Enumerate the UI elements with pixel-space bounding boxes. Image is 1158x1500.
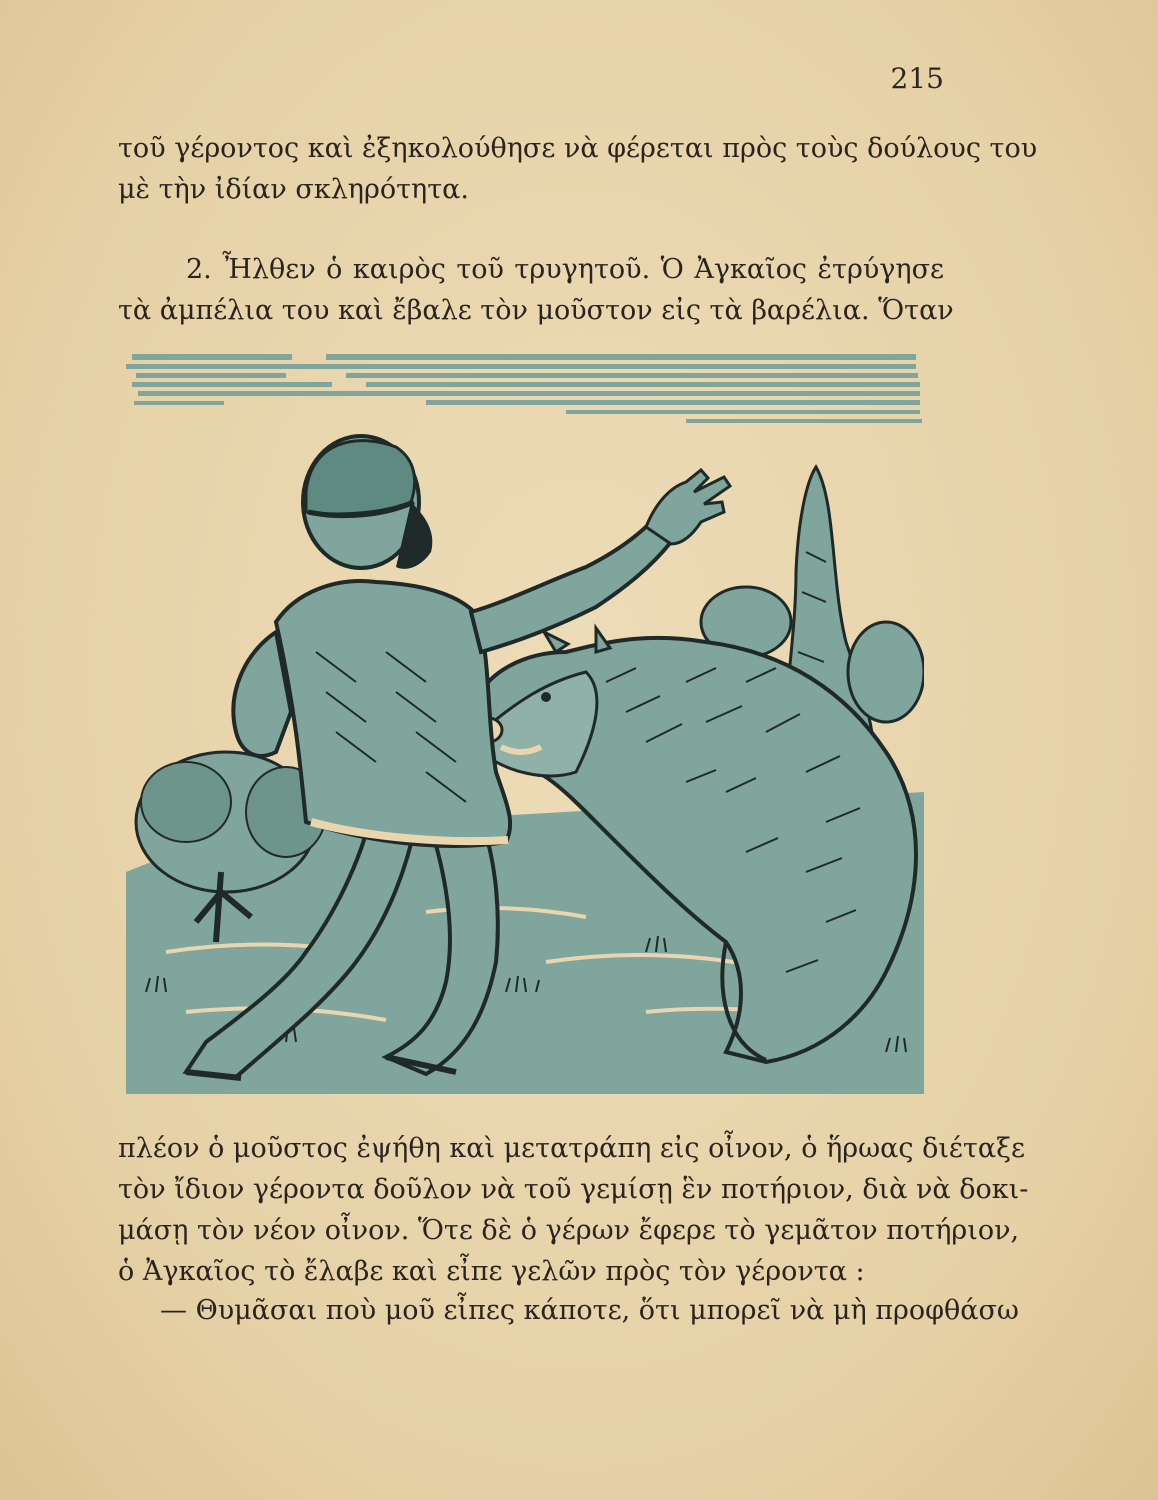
paragraph-2 — [118, 249, 954, 331]
text-line: πλέον ὁ μοῦστος ἐψήθη καὶ μετατράπη εἰς οἶνον, ὁ ἥρωας διέταξε — [118, 1133, 1025, 1164]
text-line: μάσῃ τὸν νέον οἶνον. Ὅτε δὲ ὁ γέρων ἔφερε τὸ γεμᾶτον ποτήριον, — [118, 1215, 1020, 1246]
paragraph-4 — [118, 1290, 1019, 1331]
paragraph-1 — [118, 128, 1038, 210]
illustration-man-and-boar — [126, 352, 924, 1094]
text-line: τὰ ἀμπέλια του καὶ ἔβαλε τὸν μοῦστον εἰς τὰ βαρέλια. Ὅταν — [118, 295, 954, 326]
text-line: — Θυμᾶσαι ποὺ μοῦ εἶπες κάποτε, ὅτι μπορεῖ νὰ μὴ προφθάσω — [160, 1295, 1019, 1326]
text-line: τὸν ἴδιον γέροντα δοῦλον νὰ τοῦ γεμίσῃ ἓν ποτήριον, διὰ νὰ δοκι- — [118, 1174, 1029, 1205]
page-number: 215 — [890, 62, 944, 95]
text-line: τοῦ γέροντος καὶ ἐξηκολούθησε νὰ φέρεται πρὸς τοὺς δούλους του — [118, 133, 1038, 164]
text-line: ὁ Ἀγκαῖος τὸ ἔλαβε καὶ εἶπε γελῶν πρὸς τὸν γέροντα : — [118, 1256, 865, 1287]
paragraph-3 — [118, 1128, 1029, 1292]
text-line: 2. Ἦλθεν ὁ καιρὸς τοῦ τρυγητοῦ. Ὁ Ἀγκαῖος ἐτρύγησε — [186, 254, 944, 285]
text-line: μὲ τὴν ἰδίαν σκληρότητα. — [118, 174, 469, 205]
sky-streaks — [126, 354, 922, 423]
